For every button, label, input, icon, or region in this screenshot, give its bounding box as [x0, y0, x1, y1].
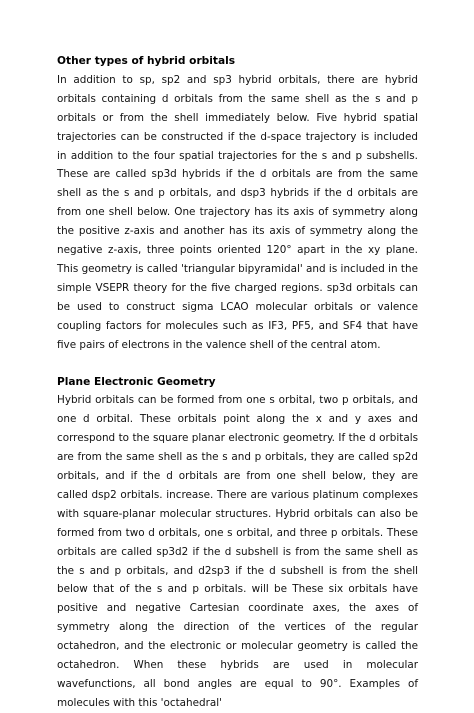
document-content — [57, 52, 418, 713]
section-hybrid-orbitals — [57, 52, 418, 355]
section-heading: Other types of hybrid orbitals — [57, 55, 236, 67]
section-paragraph: Hybrid orbitals can be formed from one s orbital, two p orbitals, and one d orbital. These orbitals point along the x and y axes and correspond to the square planar electronic geometry. If the d orbitals are from the same shell as the s and p orbitals, they are called sp2d orbitals, and if the d orbitals are from one shell below, they are called dsp2 orbitals. increase. There are various platinum complexes with square-planar molecular structures. Hybrid orbitals can also be formed from two d orbitals, one s orbital, and three p orbitals. These orbitals are called sp3d2 if the d subshell is from the same shell as the s and p orbitals, and d2sp3 if the d subshell is from the shell below that of the s and p orbitals. will be These six orbitals have positive and negative Cartesian coordinate axes, the axes of symmetry along the direction of the vertices of the regular octahedron, and the electronic or molecular geometry is called the octahedron. When these hybrids are used in molecular wavefunctions, all bond angles are equal to 90°. Examples of molecules with this 'octahedral' — [57, 394, 418, 709]
section-paragraph: In addition to sp, sp2 and sp3 hybrid orbitals, there are hybrid orbitals containing d orbitals from the same shell as the s and p orbitals or from the shell immediately below. Five hybrid spatial trajectories can be constructed if the d-space trajectory is included in addition to the four spatial trajectories for the s and p subshells. These are called sp3d hybrids if the d orbitals are from the same shell as the s and p orbitals, and dsp3 hybrids if the d orbitals are from one shell below. One trajectory has its axis of symmetry along the positive z-axis and another has its axis of symmetry along the negative z-axis, three points oriented 120° apart in the xy plane. This geometry is called 'triangular bipyramidal' and is included in the simple VSEPR theory for the five charged regions. sp3d orbitals can be used to construct sigma LCAO molecular orbitals or valence coupling factors for molecules such as IF3, PF5, and SF4 that have five pairs of electrons in the valence shell of the central atom. — [57, 73, 418, 351]
section-plane-geometry — [57, 373, 418, 713]
section-heading: Plane Electronic Geometry — [57, 375, 216, 388]
